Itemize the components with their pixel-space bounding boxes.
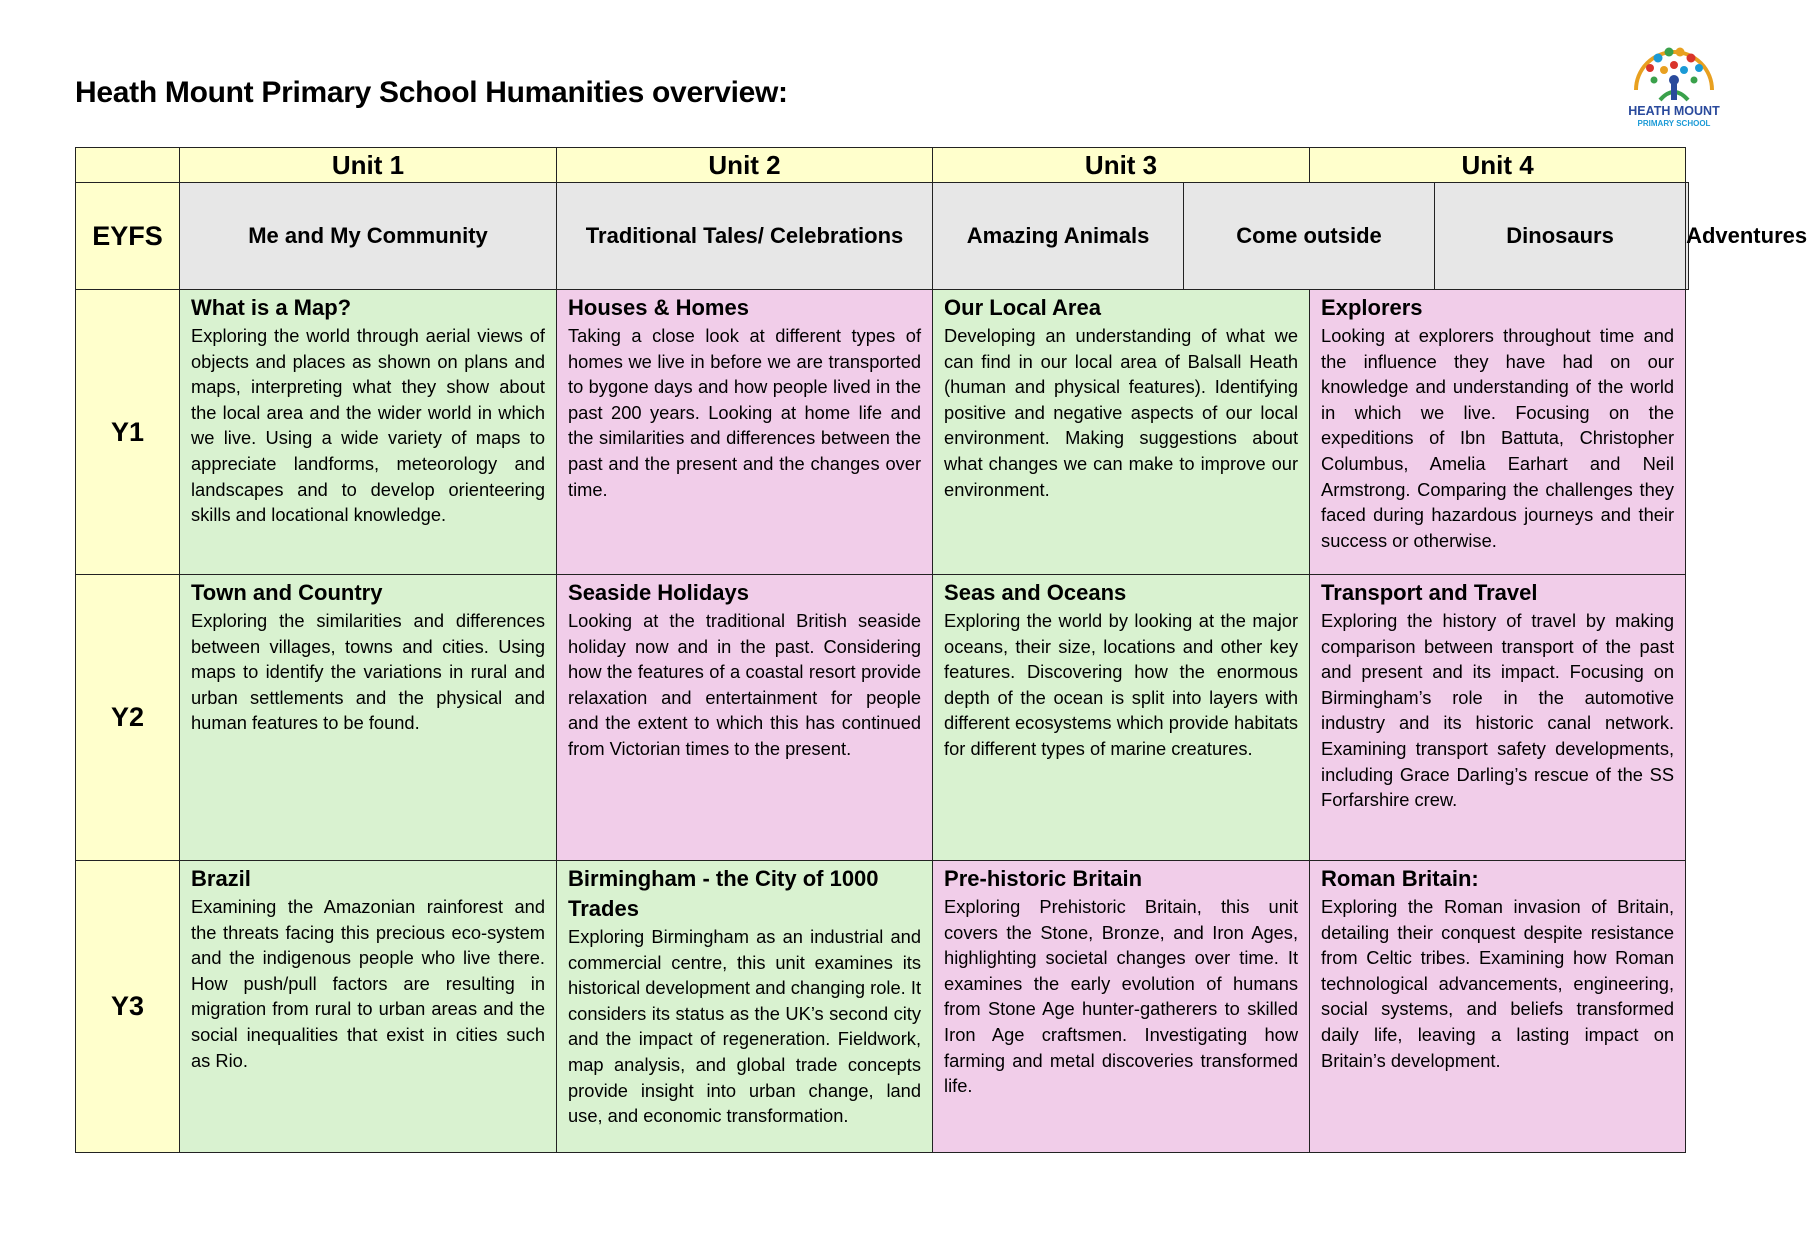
row-label-y3: Y3: [76, 861, 180, 1153]
topic-cell: [933, 861, 1310, 1153]
logo-text-line1: HEATH MOUNT: [1628, 104, 1720, 118]
eyfs-topic: Adventures: [1686, 183, 1689, 290]
topic-description: Looking at the traditional British seaside holiday now and in the past. Considering how the features of a coastal resort provide relaxation and entertainment for people and the extent to which this has continued from Victorian times to the present.: [568, 610, 922, 759]
topic-cell: [180, 575, 557, 861]
topic-description: Exploring the Roman invasion of Britain, detailing their conquest despite resistance from Celtic tribes. Examining how Roman technological advancements, engineering, social systems, and beliefs transformed daily life, leaving a lasting impact on Britain’s development.: [1321, 896, 1675, 1071]
unit-2-header: Unit 2: [557, 148, 933, 183]
topic-description: Looking at explorers throughout time and the influence they have had on our knowledge and understanding of the world in which we live. Focusing on the expeditions of Ibn Battuta, Christopher Columbus, Amelia Earhart and Neil Armstrong. Comparing the challenges they faced during hazardous journeys and their success or otherwise.: [1321, 325, 1675, 551]
eyfs-topic: Me and My Community: [180, 183, 557, 290]
topic-cell: [933, 575, 1310, 861]
topic-cell: [180, 290, 557, 575]
topic-description: Exploring Birmingham as an industrial and commercial centre, this unit examines its historical development and changing role. It considers its status as the UK’s second city and the impact of regeneration. Fieldwork, map analysis, and global trade concepts provide insight into urban change, land use, and economic transformation.: [568, 926, 922, 1127]
topic-description: Exploring the history of travel by making comparison between transport of the past and present and its impact. Focusing on Birmingham’s role in the automotive industry and its historic canal network. Examining transport safety developments, including Grace Darling’s rescue of the SS Forfarshire crew.: [1321, 610, 1675, 811]
topic-description: Exploring Prehistoric Britain, this unit covers the Stone, Bronze, and Iron Ages, highlighting societal changes over time. It examines the early evolution of humans from Stone Age hunter-gatherers to skilled Iron Age craftsmen. Investigating how farming and metal discoveries transformed life.: [944, 896, 1299, 1097]
eyfs-topic: Come outside: [1184, 183, 1435, 290]
topic-cell: [1310, 861, 1686, 1153]
year-row-y2: [76, 575, 1689, 861]
unit-4-header: Unit 4: [1310, 148, 1686, 183]
school-logo: [1628, 28, 1720, 132]
humanities-overview-table: [75, 147, 1807, 1153]
eyfs-topic: Amazing Animals: [933, 183, 1184, 290]
eyfs-topic: Dinosaurs: [1435, 183, 1686, 290]
topic-cell: [557, 575, 933, 861]
topic-cell: [180, 861, 557, 1153]
topic-description: Exploring the similarities and differences between villages, towns and cities. Using maps to identify the variations in rural and urban settlements and the physical and human features to be found.: [191, 610, 546, 734]
corner-cell: [76, 148, 180, 183]
logo-text-line2: PRIMARY SCHOOL: [1637, 119, 1711, 128]
topic-cell: [1310, 575, 1686, 861]
topic-cell: [1310, 290, 1686, 575]
unit-1-header: Unit 1: [180, 148, 557, 183]
topic-title: Pre-historic Britain: [944, 866, 1143, 891]
topic-description: Developing an understanding of what we can find in our local area of Balsall Heath (human and physical features). Identifying positive and negative aspects of our local environment. Making suggestions about what changes we can make to improve our environment.: [944, 325, 1299, 500]
topic-title: Seaside Holidays: [568, 580, 749, 605]
topic-title: Town and Country: [191, 580, 383, 605]
topic-title: Birmingham - the City of 1000 Trades: [568, 866, 879, 921]
topic-cell: [557, 290, 933, 575]
year-row-y1: [76, 290, 1689, 575]
eyfs-row: [76, 183, 1689, 290]
topic-cell: [557, 861, 933, 1153]
topic-title: Brazil: [191, 866, 251, 891]
year-row-y3: [76, 861, 1689, 1153]
topic-title: Roman Britain:: [1321, 866, 1479, 891]
topic-description: Exploring the world through aerial views of objects and places as shown on plans and maps, interpreting what they show about the local area and the wider world in which we live. Using a wide variety of maps to appreciate landforms, meteorology and landscapes and to develop orienteering skills and locational knowledge.: [191, 325, 546, 526]
topic-cell: [933, 290, 1310, 575]
topic-title: Our Local Area: [944, 295, 1101, 320]
topic-title: Explorers: [1321, 295, 1423, 320]
eyfs-topic: Traditional Tales/ Celebrations: [557, 183, 933, 290]
topic-description: Examining the Amazonian rainforest and the threats facing this precious eco-system and the indigenous people who live there. How push/pull factors are resulting in migration from rural to urban areas and the social inequalities that exist in cities such as Rio.: [191, 896, 546, 1071]
topic-title: Transport and Travel: [1321, 580, 1538, 605]
topic-title: Seas and Oceans: [944, 580, 1127, 605]
row-label-y2: Y2: [76, 575, 180, 861]
unit-3-header: Unit 3: [933, 148, 1310, 183]
page-title: Heath Mount Primary School Humanities overview:: [75, 76, 788, 109]
row-label-eyfs: EYFS: [76, 183, 180, 290]
topic-description: Exploring the world by looking at the major oceans, their size, locations and other key features. Discovering how the enormous depth of the ocean is split into layers with different ecosystems which provide habitats for different types of marine creatures.: [944, 610, 1299, 759]
topic-description: Taking a close look at different types of homes we live in before we are transported to bygone days and how people lived in the past 200 years. Looking at home life and the similarities and differences between the past and the present and the changes over time.: [568, 325, 922, 500]
topic-title: Houses & Homes: [568, 295, 749, 320]
row-label-y1: Y1: [76, 290, 180, 575]
topic-title: What is a Map?: [191, 295, 352, 320]
unit-header-row: [76, 148, 1689, 183]
